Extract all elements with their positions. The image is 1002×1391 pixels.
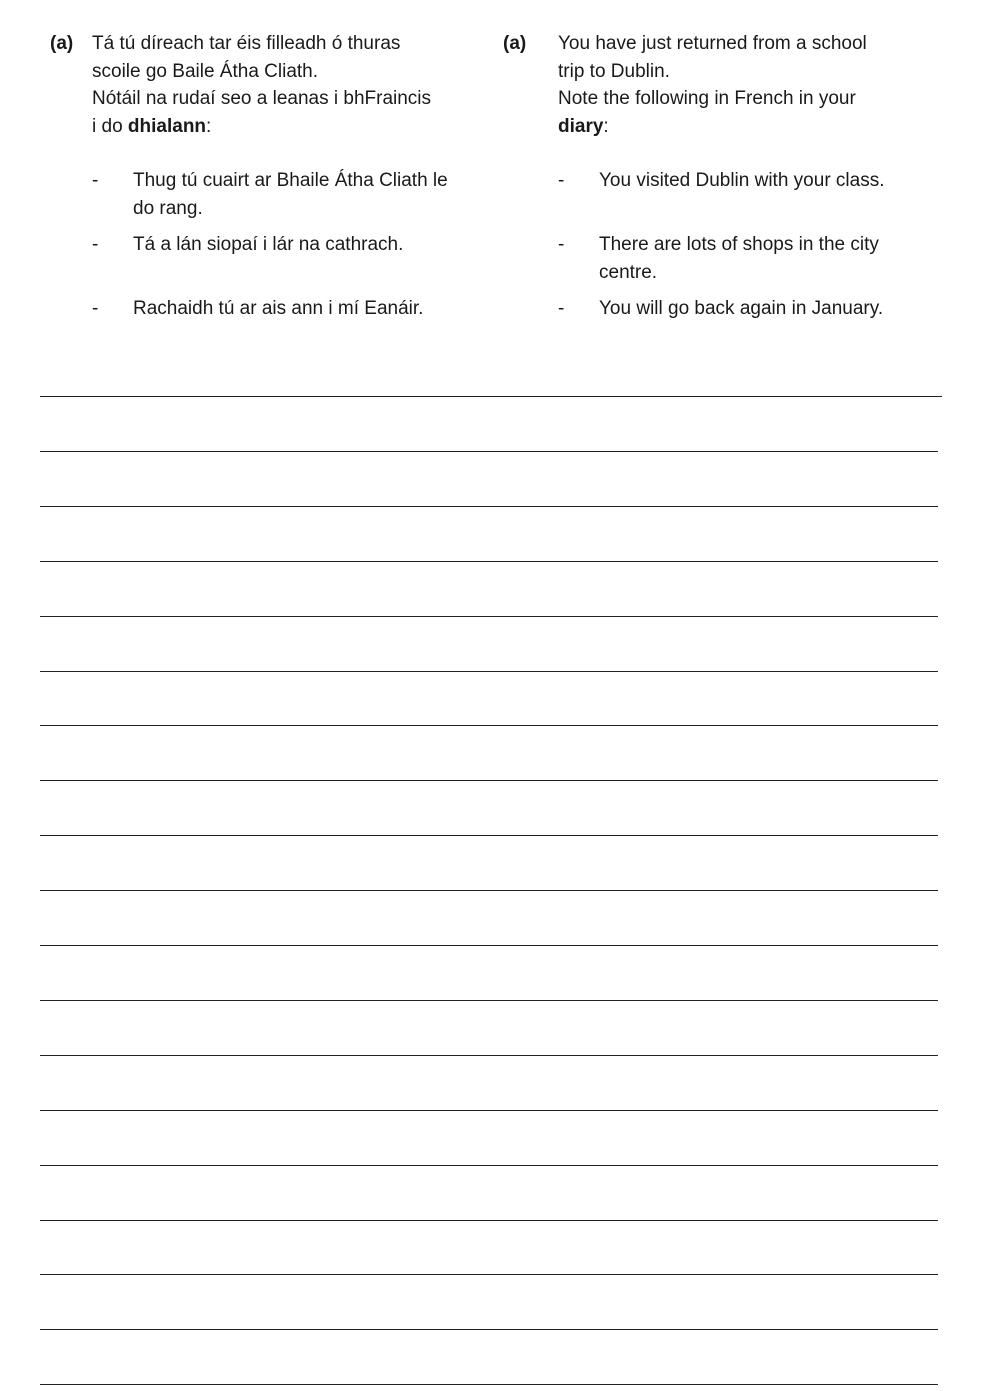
- answer-line[interactable]: [40, 1055, 938, 1056]
- answer-line[interactable]: [40, 1110, 938, 1111]
- english-intro-line-2: trip to Dublin.: [558, 60, 670, 82]
- english-intro-line-4-suffix: :: [603, 115, 609, 137]
- irish-bullet-3-text: Rachaidh tú ar ais ann i mí Eanáir.: [133, 298, 424, 319]
- english-intro-line-1: You have just returned from a school: [558, 33, 867, 54]
- answer-line[interactable]: [40, 671, 938, 672]
- answer-line[interactable]: [40, 561, 938, 562]
- bullet-dash: -: [92, 170, 99, 191]
- answer-line[interactable]: [40, 945, 938, 946]
- answer-line[interactable]: [40, 1274, 938, 1275]
- irish-bullet-1-text: Thug tú cuairt ar Bhaile Átha Cliath le do rang.: [133, 170, 448, 219]
- answer-line[interactable]: [40, 396, 942, 397]
- answer-line[interactable]: [40, 890, 938, 891]
- irish-intro-line-2: scoile go Baile Átha Cliath.: [92, 60, 319, 82]
- bullet-dash: -: [558, 170, 565, 191]
- bullet-dash: -: [558, 234, 565, 255]
- answer-line[interactable]: [40, 506, 938, 507]
- answer-line[interactable]: [40, 835, 938, 836]
- irish-intro-line-1: Tá tú díreach tar éis filleadh ó thuras: [92, 33, 401, 54]
- answer-line[interactable]: [40, 1220, 938, 1221]
- answer-line[interactable]: [40, 725, 938, 726]
- question-label-english: (a): [503, 33, 527, 54]
- english-intro-line-3: Note the following in French in your: [558, 88, 856, 109]
- answer-line[interactable]: [40, 780, 938, 781]
- english-bullet-2-text: There are lots of shops in the city centre.: [599, 234, 879, 283]
- english-bullet-3-text: You will go back again in January.: [599, 298, 884, 319]
- irish-diary-word: dhialann: [127, 115, 207, 137]
- answer-line[interactable]: [40, 1000, 938, 1001]
- answer-line[interactable]: [40, 616, 938, 617]
- irish-intro-line-4-suffix: :: [206, 115, 212, 137]
- answer-line[interactable]: [40, 1165, 938, 1166]
- answer-lines-area[interactable]: [40, 0, 940, 1391]
- irish-intro-line-3: Nótáil na rudaí seo a leanas i bhFraincis: [92, 88, 432, 109]
- bullet-dash: -: [558, 298, 565, 319]
- english-bullet-1-text: You visited Dublin with your class.: [599, 170, 885, 191]
- answer-line[interactable]: [40, 1329, 938, 1330]
- english-diary-word: diary: [558, 115, 604, 137]
- bullet-dash: -: [92, 298, 99, 319]
- bullet-dash: -: [92, 234, 99, 255]
- irish-intro-line-4-prefix: i do: [92, 115, 128, 137]
- answer-line[interactable]: [40, 451, 938, 452]
- irish-bullet-2-text: Tá a lán siopaí i lár na cathrach.: [133, 234, 404, 255]
- question-label-irish: (a): [50, 33, 74, 54]
- answer-line[interactable]: [40, 1384, 938, 1385]
